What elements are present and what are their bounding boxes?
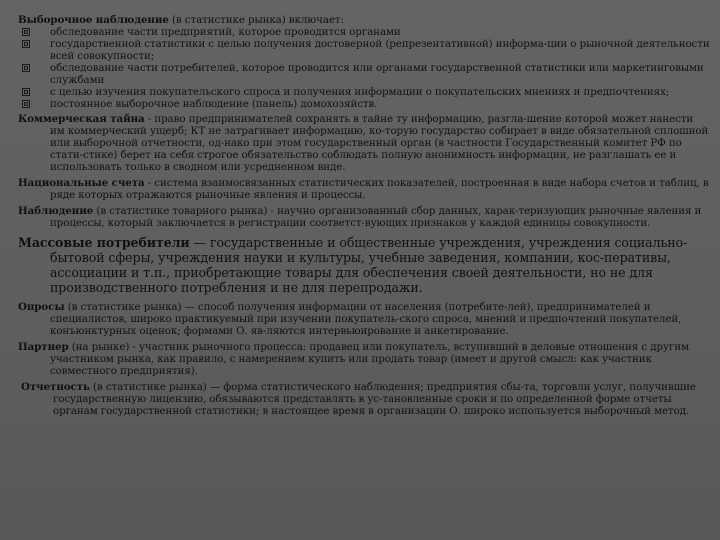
sample-item-3	[18, 62, 710, 86]
sample-intro	[18, 14, 710, 26]
sample-item-text: обследование части потребителей, которое проводится или органами государственной статистики или маркетинговыми службами	[50, 62, 704, 86]
sample-item-1	[18, 26, 710, 38]
sample-intro-text: (в статистике рынка) включает:	[168, 14, 344, 26]
slide-content	[18, 14, 710, 421]
entry-text: - право предпринимателей сохранять в тайне ту информацию, разгла-шение которой может нанести им коммерческий ущерб; КТ не затрагивает информацию, ко-торую государство собирает в виде обязательной сплошной или выборочной отчетности, од-нако при этом государственный орган (в частности Государственный комитет РФ по стати-стике) берет на себя строгое обязательство соблюдать полную анонимность информации, не разглашать ее и использовать только в сводном или усредненном виде.	[50, 113, 709, 173]
square-bullet-icon	[22, 28, 30, 36]
sample-item-text: государственной статистики с целью получения достоверной (репрезентативной) информа-ции о рыночной деятельности всей совокупности;	[50, 38, 710, 62]
entry-text: — государственные и общественные учреждения, учреждения социально-бытовой сферы, учреждения науки и культуры, учебные заведения, компании, кос-перативы, ассоциации и т.п., приобретающие товары для обеспечения своей деятельности, но не для производственного потребления и не для перепродажи.	[50, 235, 688, 295]
sample-item-2	[18, 38, 710, 62]
sample-term: Выборочное наблюдение	[18, 14, 169, 26]
entry-term: Национальные счета	[18, 177, 145, 189]
entry-text: (на рынке) - участник рыночного процесса: продавец или покупатель, вступивший в деловые отношения с другим участником рынка, как правило, с намерением купить или продать товар (имеет и другой смысл: как участник совместного предприятия).	[50, 341, 689, 377]
entry-text: (в статистике рынка) — форма статистического наблюдения; предприятия сбы-та, торговли услуг, получившие государственную лицензию, обязываются представлять в ус-тановленные сроки и по определенной форме отчеты органам государственной статистики; в настоящее время в организации О. широко используется выборочный метод.	[53, 381, 696, 417]
square-bullet-icon	[22, 40, 30, 48]
sample-item-text: постоянное выборочное наблюдение (панель) домохозяйств.	[50, 98, 378, 110]
entry-mass-consumers	[18, 235, 710, 295]
entry-text: (в статистике рынка) — способ получения информации от населения (потребите-лей), предпринимателей и специалистов, широко практикуемый при изучении покупатель-ского спроса, мнений и предпочтений покупателей, конъюнктурных оценок; формами О. яв-ляются интервьюирование и анкетирование.	[50, 301, 682, 337]
entry-observation	[18, 205, 710, 229]
entry-national-accounts	[18, 177, 710, 201]
entry-text: - система взаимосвязанных статистических показателей, построенная в виде набора счетов и таблиц, в ряде которых отражаются рыночные явления и процессы.	[50, 177, 709, 201]
entry-term: Массовые потребители	[18, 235, 190, 250]
square-bullet-icon	[22, 88, 30, 96]
entry-partner	[18, 341, 710, 377]
sample-item-4	[18, 86, 710, 98]
entry-surveys	[18, 301, 710, 337]
entry-term: Наблюдение	[18, 205, 94, 217]
square-bullet-icon	[22, 100, 30, 108]
entry-text: (в статистике товарного рынка) - научно организованный сбор данных, харак-теризующих рыночные явления и процессы, который заключается в регистрации соответст-вующих признаков у каждой единицы совокупности.	[50, 205, 702, 229]
sample-item-5	[18, 98, 710, 110]
entry-term: Отчетность	[21, 381, 90, 393]
sample-item-text: обследование части предприятий, которое проводится органами	[50, 26, 401, 38]
entry-term: Коммерческая тайна	[18, 113, 145, 125]
entry-reporting	[21, 381, 710, 417]
sample-item-text: с целью изучения покупательского спроса и получения информации о покупательских мнениях и предпочтениях;	[50, 86, 670, 98]
square-bullet-icon	[22, 64, 30, 72]
entry-term: Партнер	[18, 341, 69, 353]
entry-term: Опросы	[18, 301, 65, 313]
entry-commercial-secret	[18, 113, 710, 173]
